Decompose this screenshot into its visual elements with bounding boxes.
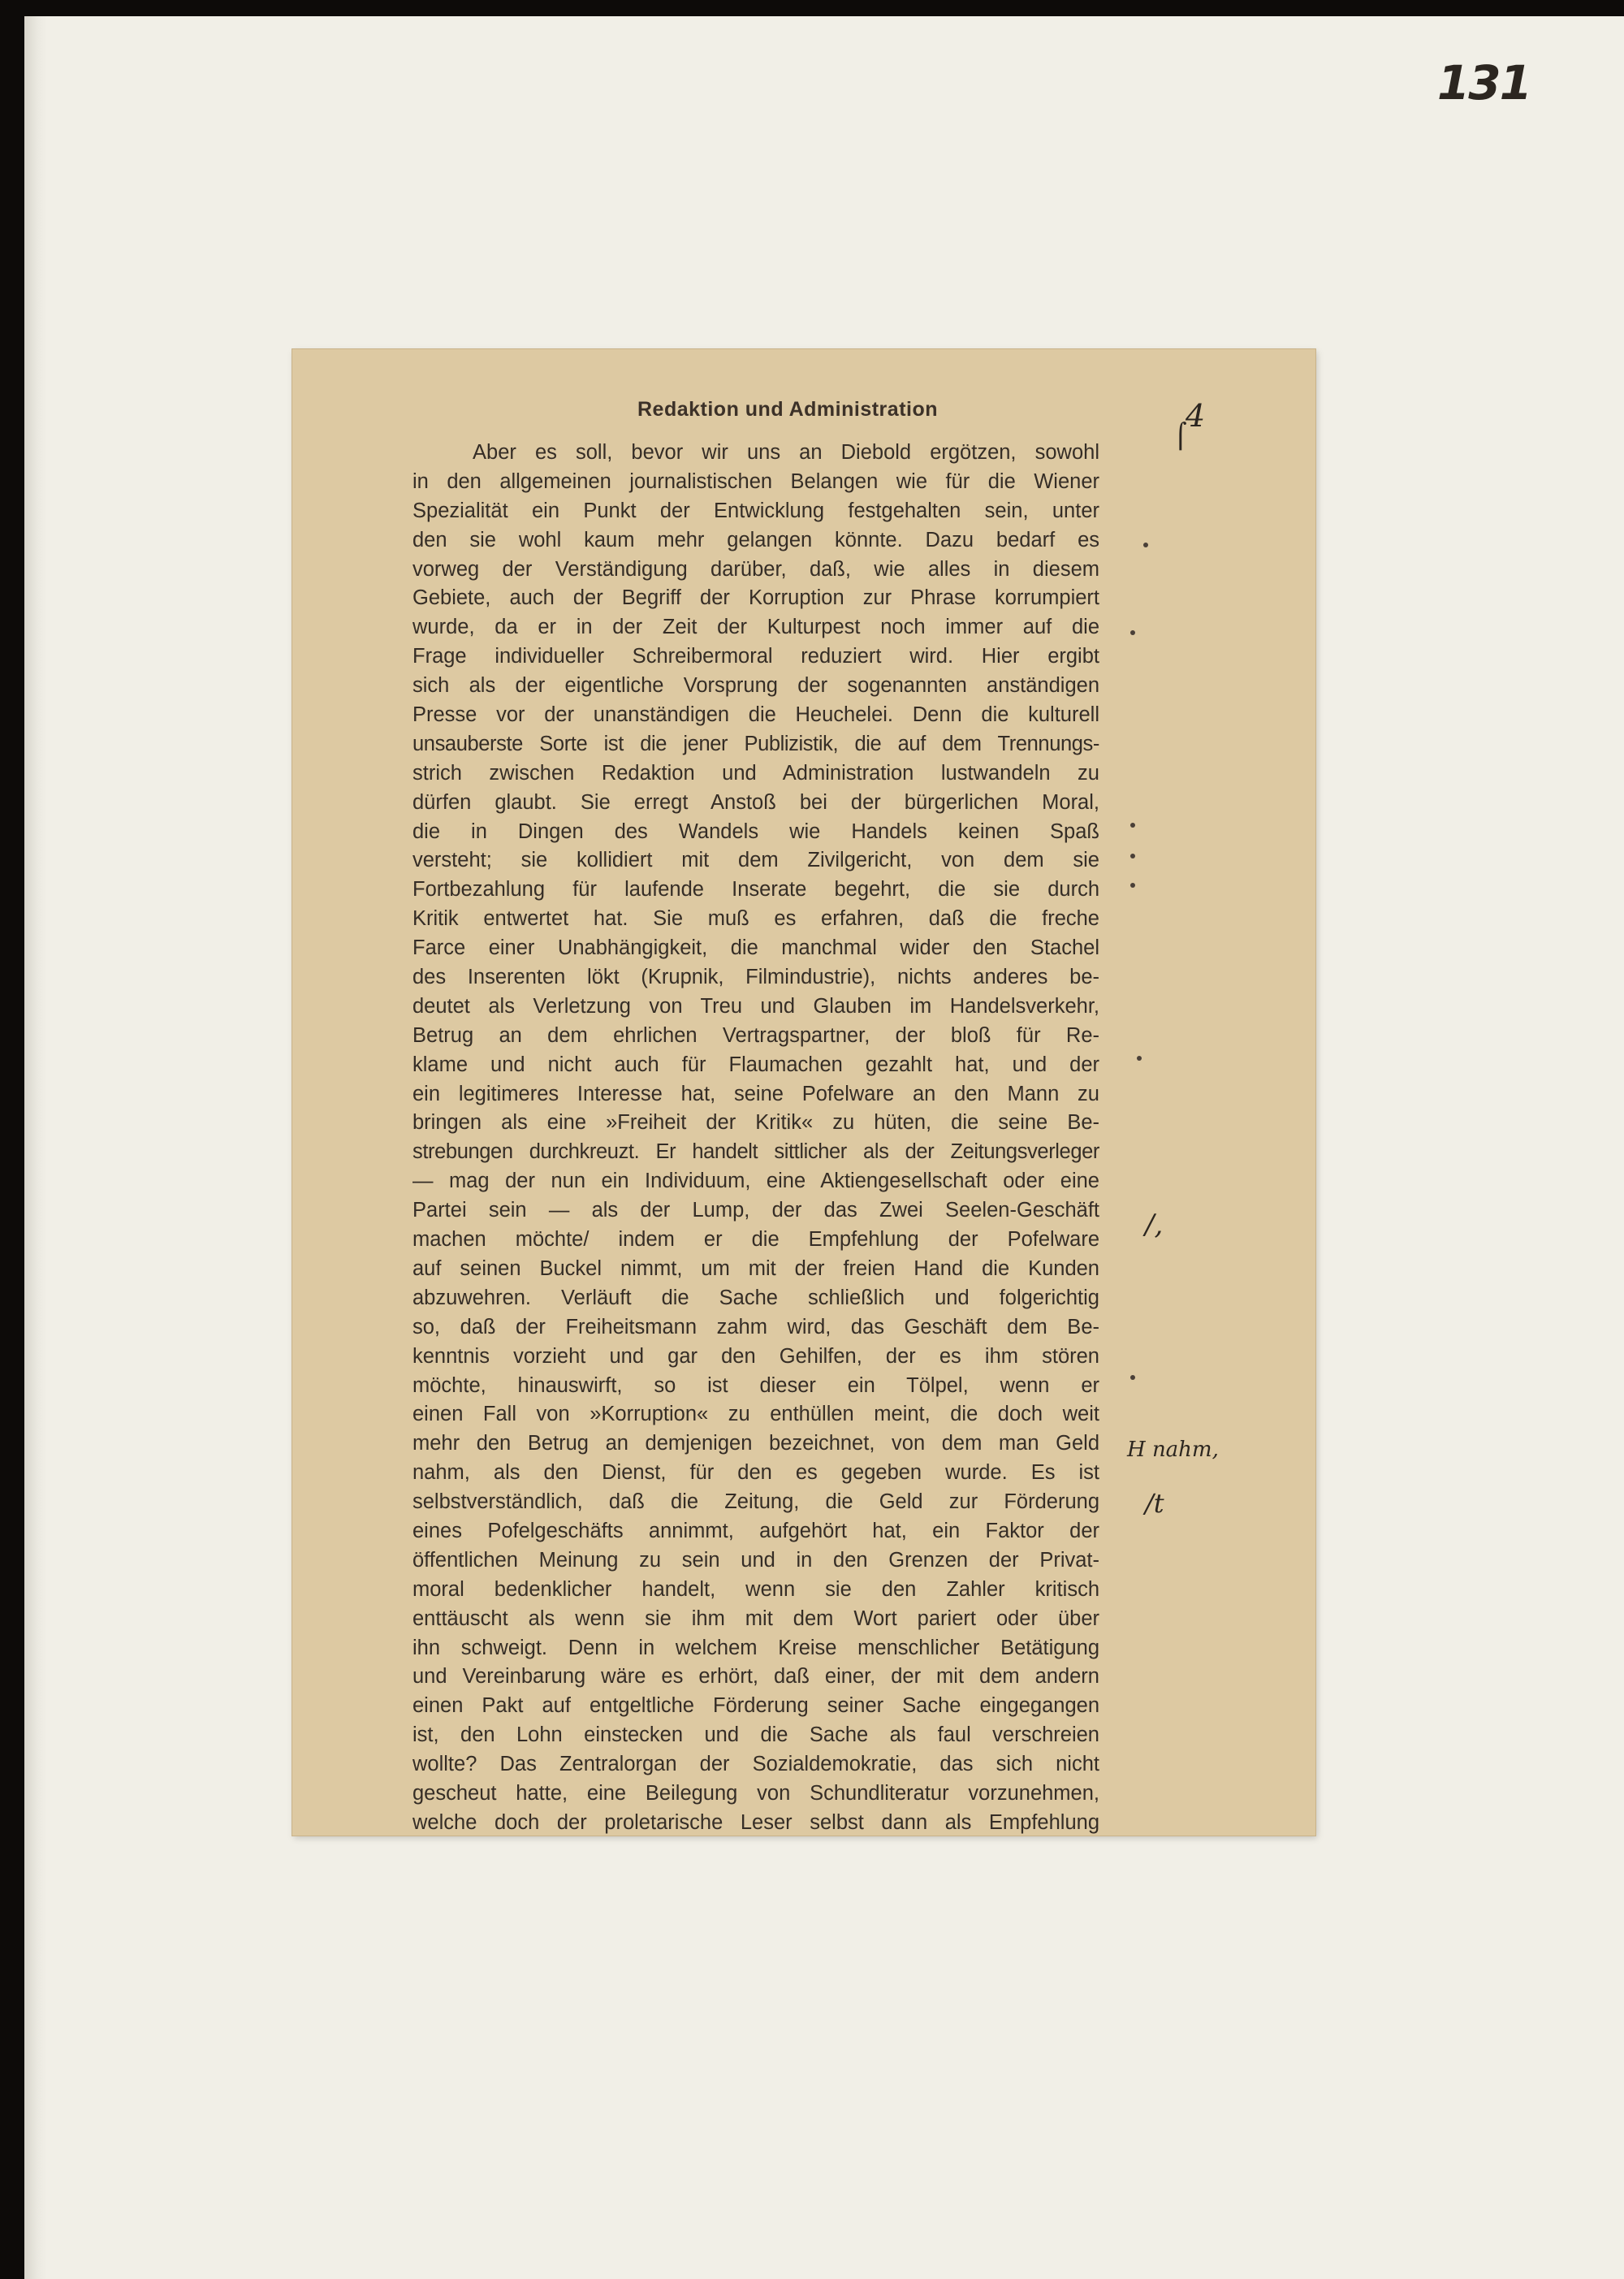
clipping-line: wurde, da er in der Zeit der Kulturpest noch immer auf die [412, 616, 1099, 639]
clipping-line: Betrug an dem ehrlichen Vertragspartner, der bloß für Re- [412, 1023, 1099, 1047]
clipping-line: in den allgemeinen journalistischen Belangen wie für die Wiener [412, 469, 1099, 493]
clipping-line: moral bedenklicher handelt, wenn sie den Zahler kritisch [412, 1577, 1099, 1601]
margin-correction-line-28: /, [1145, 1209, 1164, 1241]
section-number-annotation: 4 ⌠ [1174, 398, 1206, 451]
clipping-line: Fortbezahlung für laufende Inserate begehrt, die sie durch [412, 878, 1099, 902]
clipping-line: enttäuscht als wenn sie ihm mit dem Wort pariert oder über [412, 1607, 1099, 1630]
clipping-line: eines Pofelgeschäfts annimmt, aufgehört hat, ein Faktor der [412, 1519, 1099, 1542]
clipping-line: Kritik entwertet hat. Sie muß es erfahren, daß die freche [412, 907, 1099, 931]
clipping-line: kenntnis vorzieht und gar den Gehilfen, der es ihm stören [412, 1344, 1099, 1368]
margin-dot [1130, 630, 1135, 635]
clipping-line: einen Pakt auf entgeltliche Förderung seiner Sache eingegangen [412, 1694, 1099, 1718]
clipping-line: des Inserenten lökt (Krupnik, Filmindustrie), nichts anderes be- [412, 966, 1099, 989]
clipping-line: machen möchte/ indem er die Empfehlung der Pofelware [412, 1228, 1099, 1252]
clipping-body [412, 439, 1099, 1838]
clipping-line: den sie wohl kaum mehr gelangen könnte. Dazu bedarf es [412, 528, 1099, 551]
margin-dot [1130, 1375, 1135, 1380]
clipping-line: vorweg der Verständigung darüber, daß, wie alles in diesem [412, 557, 1099, 581]
clipping-line: selbstverständlich, daß die Zeitung, die Geld zur Förderung [412, 1490, 1099, 1514]
newspaper-clipping [292, 349, 1315, 1836]
clipping-line: deutet als Verletzung von Treu und Glauben im Handelsverkehr, [412, 994, 1099, 1018]
margin-dot [1130, 854, 1135, 858]
clipping-title: Redaktion und Administration [637, 398, 939, 421]
clipping-line: möchte, hinauswirft, so ist dieser ein Tölpel, wenn er [412, 1373, 1099, 1397]
clipping-line: Farce einer Unabhängigkeit, die manchmal wider den Stachel [412, 936, 1099, 960]
clipping-line: sich als der eigentliche Vorsprung der sogenannten anständigen [412, 674, 1099, 698]
clipping-line: ist, den Lohn einstecken und die Sache als faul verschreien [412, 1723, 1099, 1747]
curl-mark-icon: ⌠ [1174, 422, 1187, 451]
margin-dot [1143, 543, 1148, 547]
margin-dot [1137, 1056, 1142, 1061]
clipping-line: dürfen glaubt. Sie erregt Anstoß bei der bürgerlichen Moral, [412, 790, 1099, 814]
clipping-line: klame und nicht auch für Flaumachen gezahlt hat, und der [412, 1053, 1099, 1076]
clipping-line: auf seinen Buckel nimmt, um mit der freien Hand die Kunden [412, 1256, 1099, 1280]
clipping-line: ihn schweigt. Denn in welchem Kreise menschlicher Betätigung [412, 1636, 1099, 1659]
clipping-line: — mag der nun ein Individuum, eine Aktiengesellschaft oder eine [412, 1170, 1099, 1193]
clipping-line: strich zwischen Redaktion und Administration lustwandeln zu [412, 761, 1099, 785]
clipping-line: Spezialität ein Punkt der Entwicklung festgehalten sein, unter [412, 499, 1099, 522]
margin-correction-line-38: /t [1145, 1488, 1164, 1519]
margin-dot [1130, 823, 1135, 828]
clipping-line: bringen als eine »Freiheit der Kritik« zu hüten, die seine Be- [412, 1111, 1099, 1135]
folio-number: 131 [1436, 55, 1531, 110]
clipping-line: Aber es soll, bevor wir uns an Diebold ergötzen, sowohl [473, 441, 1099, 464]
clipping-line: strebungen durchkreuzt. Er handelt sittlicher als der Zeitungsverleger [412, 1140, 1099, 1164]
clipping-line: so, daß der Freiheitsmann zahm wird, das Geschäft dem Be- [412, 1315, 1099, 1338]
clipping-line: die in Dingen des Wandels wie Handels keinen Spaß [412, 819, 1099, 843]
clipping-line: Partei sein — als der Lump, der das Zwei Seelen-Geschäft [412, 1199, 1099, 1222]
clipping-line: Gebiete, auch der Begriff der Korruption zur Phrase korrumpiert [412, 586, 1099, 610]
clipping-line: abzuwehren. Verläuft die Sache schließlich und folgerichtig [412, 1286, 1099, 1309]
clipping-line: welche doch der proletarische Leser selbst dann als Empfehlung [412, 1810, 1099, 1834]
clipping-line: Frage individueller Schreibermoral reduziert wird. Hier ergibt [412, 645, 1099, 668]
clipping-line: ein legitimeres Interesse hat, seine Pofelware an den Mann zu [412, 1082, 1099, 1105]
clipping-line: einen Fall von »Korruption« zu enthüllen meint, die doch weit [412, 1403, 1099, 1426]
binding-edge [24, 16, 47, 2279]
clipping-line: gescheut hatte, eine Beilegung von Schundliteratur vorzunehmen, [412, 1781, 1099, 1805]
clipping-line: wollte? Das Zentralorgan der Sozialdemokratie, das sich nicht [412, 1753, 1099, 1776]
clipping-line: versteht; sie kollidiert mit dem Zivilgericht, von dem sie [412, 849, 1099, 872]
clipping-line: und Vereinbarung wäre es erhört, daß einer, der mit dem andern [412, 1665, 1099, 1689]
margin-dot [1130, 883, 1135, 888]
clipping-line: Presse vor der unanständigen die Heuchelei. Denn die kulturell [412, 703, 1099, 727]
margin-correction-line-36: H nahm, [1127, 1438, 1219, 1462]
clipping-line: unsauberste Sorte ist die jener Publizistik, die auf dem Trennungs- [412, 732, 1099, 755]
clipping-line: öffentlichen Meinung zu sein und in den Grenzen der Privat- [412, 1548, 1099, 1572]
clipping-line: mehr den Betrug an demjenigen bezeichnet, von dem man Geld [412, 1432, 1099, 1455]
clipping-line: nahm, als den Dienst, für den es gegeben wurde. Es ist [412, 1461, 1099, 1485]
